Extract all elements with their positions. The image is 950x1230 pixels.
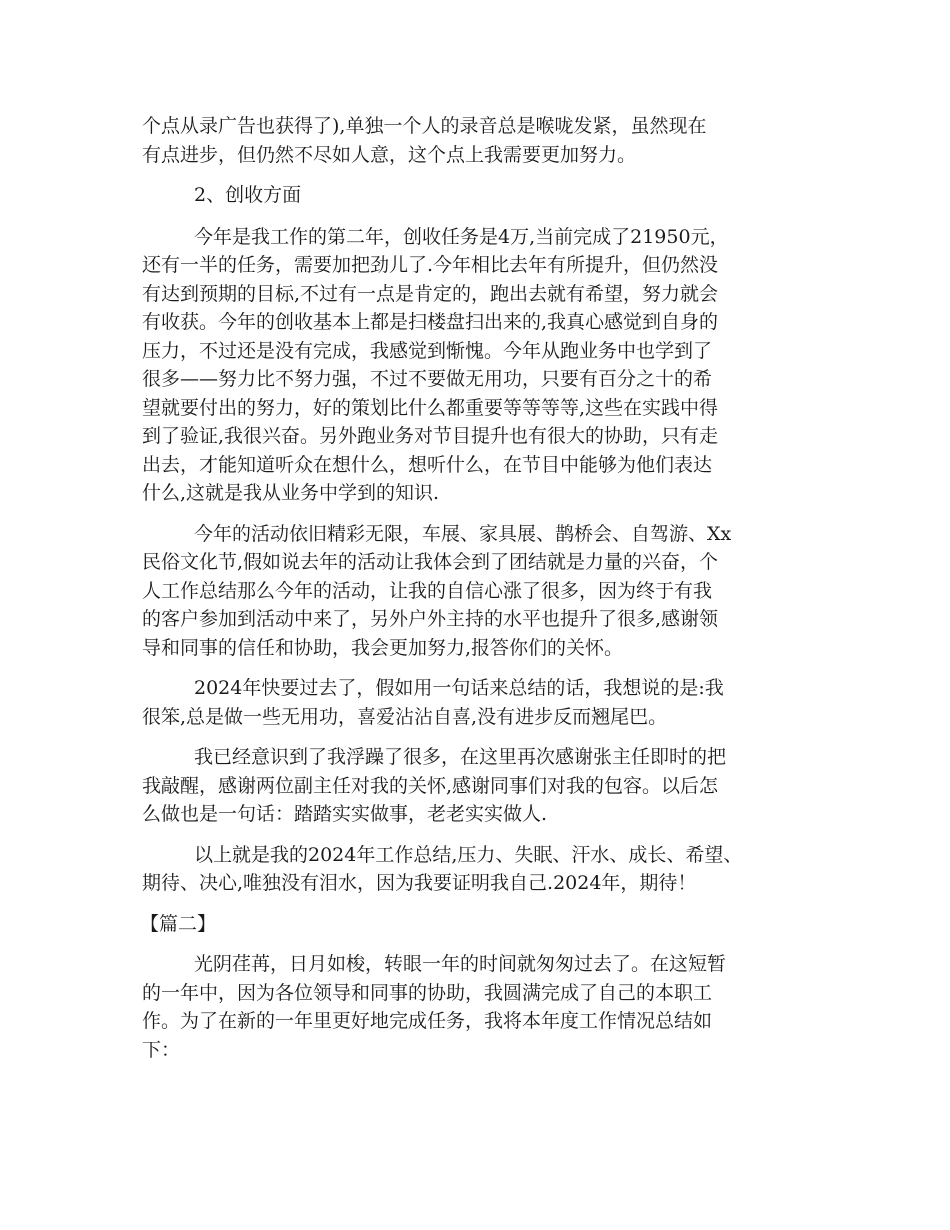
section-title-two: 【篇二】 xyxy=(140,912,217,935)
text-line: 以上就是我的2024年工作总结,压力、失眠、汗水、成长、希望、 xyxy=(194,843,743,866)
text-line: 我敲醒，感谢两位副主任对我的关怀,感谢同事们对我的包容。以后怎 xyxy=(142,774,719,797)
text-line: 望就要付出的努力，好的策划比什么都重要等等等等,这些在实践中得 xyxy=(142,396,719,419)
text-line: 我已经意识到了我浮躁了很多，在这里再次感谢张主任即时的把 xyxy=(194,746,727,768)
text-line: 压力，不过还是没有完成，我感觉到惭愧。今年从跑业务中也学到了 xyxy=(142,339,713,362)
text-line: 的一年中，因为各位领导和同事的协助，我圆满完成了自己的本职工 xyxy=(142,981,713,1004)
text-line: 人工作总结那么今年的活动，让我的自信心涨了很多，因为终于有我 xyxy=(142,579,713,602)
text-line: 导和同事的信任和协助，我会更加努力,报答你们的关怀。 xyxy=(142,636,624,659)
text-line: 有收获。今年的创收基本上都是扫楼盘扫出来的,我真心感觉到自身的 xyxy=(142,311,719,333)
text-line: 很多——努力比不努力强，不过不要做无用功，只要有百分之十的希 xyxy=(142,368,713,390)
text-line: 光阴荏苒，日月如梭，转眼一年的时间就匆匆过去了。在这短暂 xyxy=(194,953,727,975)
paragraph-continuation xyxy=(142,112,814,169)
text-line: 民俗文化节,假如说去年的活动让我体会到了团结就是力量的兴奋，个 xyxy=(142,551,719,573)
text-line: 下： xyxy=(142,1038,181,1061)
text-line: 有点进步，但仍然不尽如人意，这个点上我需要更加努力。 xyxy=(142,143,637,166)
paragraph-conclusion xyxy=(142,841,814,898)
paragraph-thanks xyxy=(142,743,814,829)
section-heading-income: 2、创收方面 xyxy=(194,184,302,206)
text-line: 有达到预期的目标,不过有一点是肯定的，跑出去就有希望，努力就会 xyxy=(142,282,719,305)
text-line: 今年是我工作的第二年，创收任务是4万,当前完成了21950元， xyxy=(194,225,729,248)
text-line: 出去，才能知道听众在想什么，想听什么，在节目中能够为他们表达 xyxy=(142,453,713,476)
text-line: 还有一半的任务，需要加把劲儿了.今年相比去年有所提升，但仍然没 xyxy=(142,254,719,276)
text-line: 个点从录广告也获得了),单独一个人的录音总是喉咙发紧，虽然现在 xyxy=(142,115,707,137)
text-line: 今年的活动依旧精彩无限，车展、家具展、鹊桥会、自驾游、Xx xyxy=(194,522,732,545)
paragraph-summary-sentence xyxy=(142,674,814,731)
paragraph-income xyxy=(142,223,814,508)
text-line: 么做也是一句话：踏踏实实做事，老老实实做人. xyxy=(142,803,548,825)
text-line: 作。为了在新的一年里更好地完成任务，我将本年度工作情况总结如 xyxy=(142,1010,713,1032)
text-line: 很笨,总是做一些无用功，喜爱沾沾自喜,没有进步反而翘尾巴。 xyxy=(142,705,668,728)
paragraph-activities xyxy=(142,520,814,663)
document-body xyxy=(142,112,814,1076)
text-line: 到了验证,我很兴奋。另外跑业务对节目提升也有很大的协助，只有走 xyxy=(142,425,719,447)
text-line: 的客户参加到活动中来了，另外户外主持的水平也提升了很多,感谢领 xyxy=(142,608,719,630)
paragraph-intro-two xyxy=(142,950,814,1064)
text-line: 2024年快要过去了，假如用一句话来总结的话，我想说的是:我 xyxy=(194,677,724,699)
text-line: 期待、决心,唯独没有泪水，因为我要证明我自己.2024年，期待！ xyxy=(142,872,697,894)
text-line: 什么,这就是我从业务中学到的知识. xyxy=(142,482,440,504)
